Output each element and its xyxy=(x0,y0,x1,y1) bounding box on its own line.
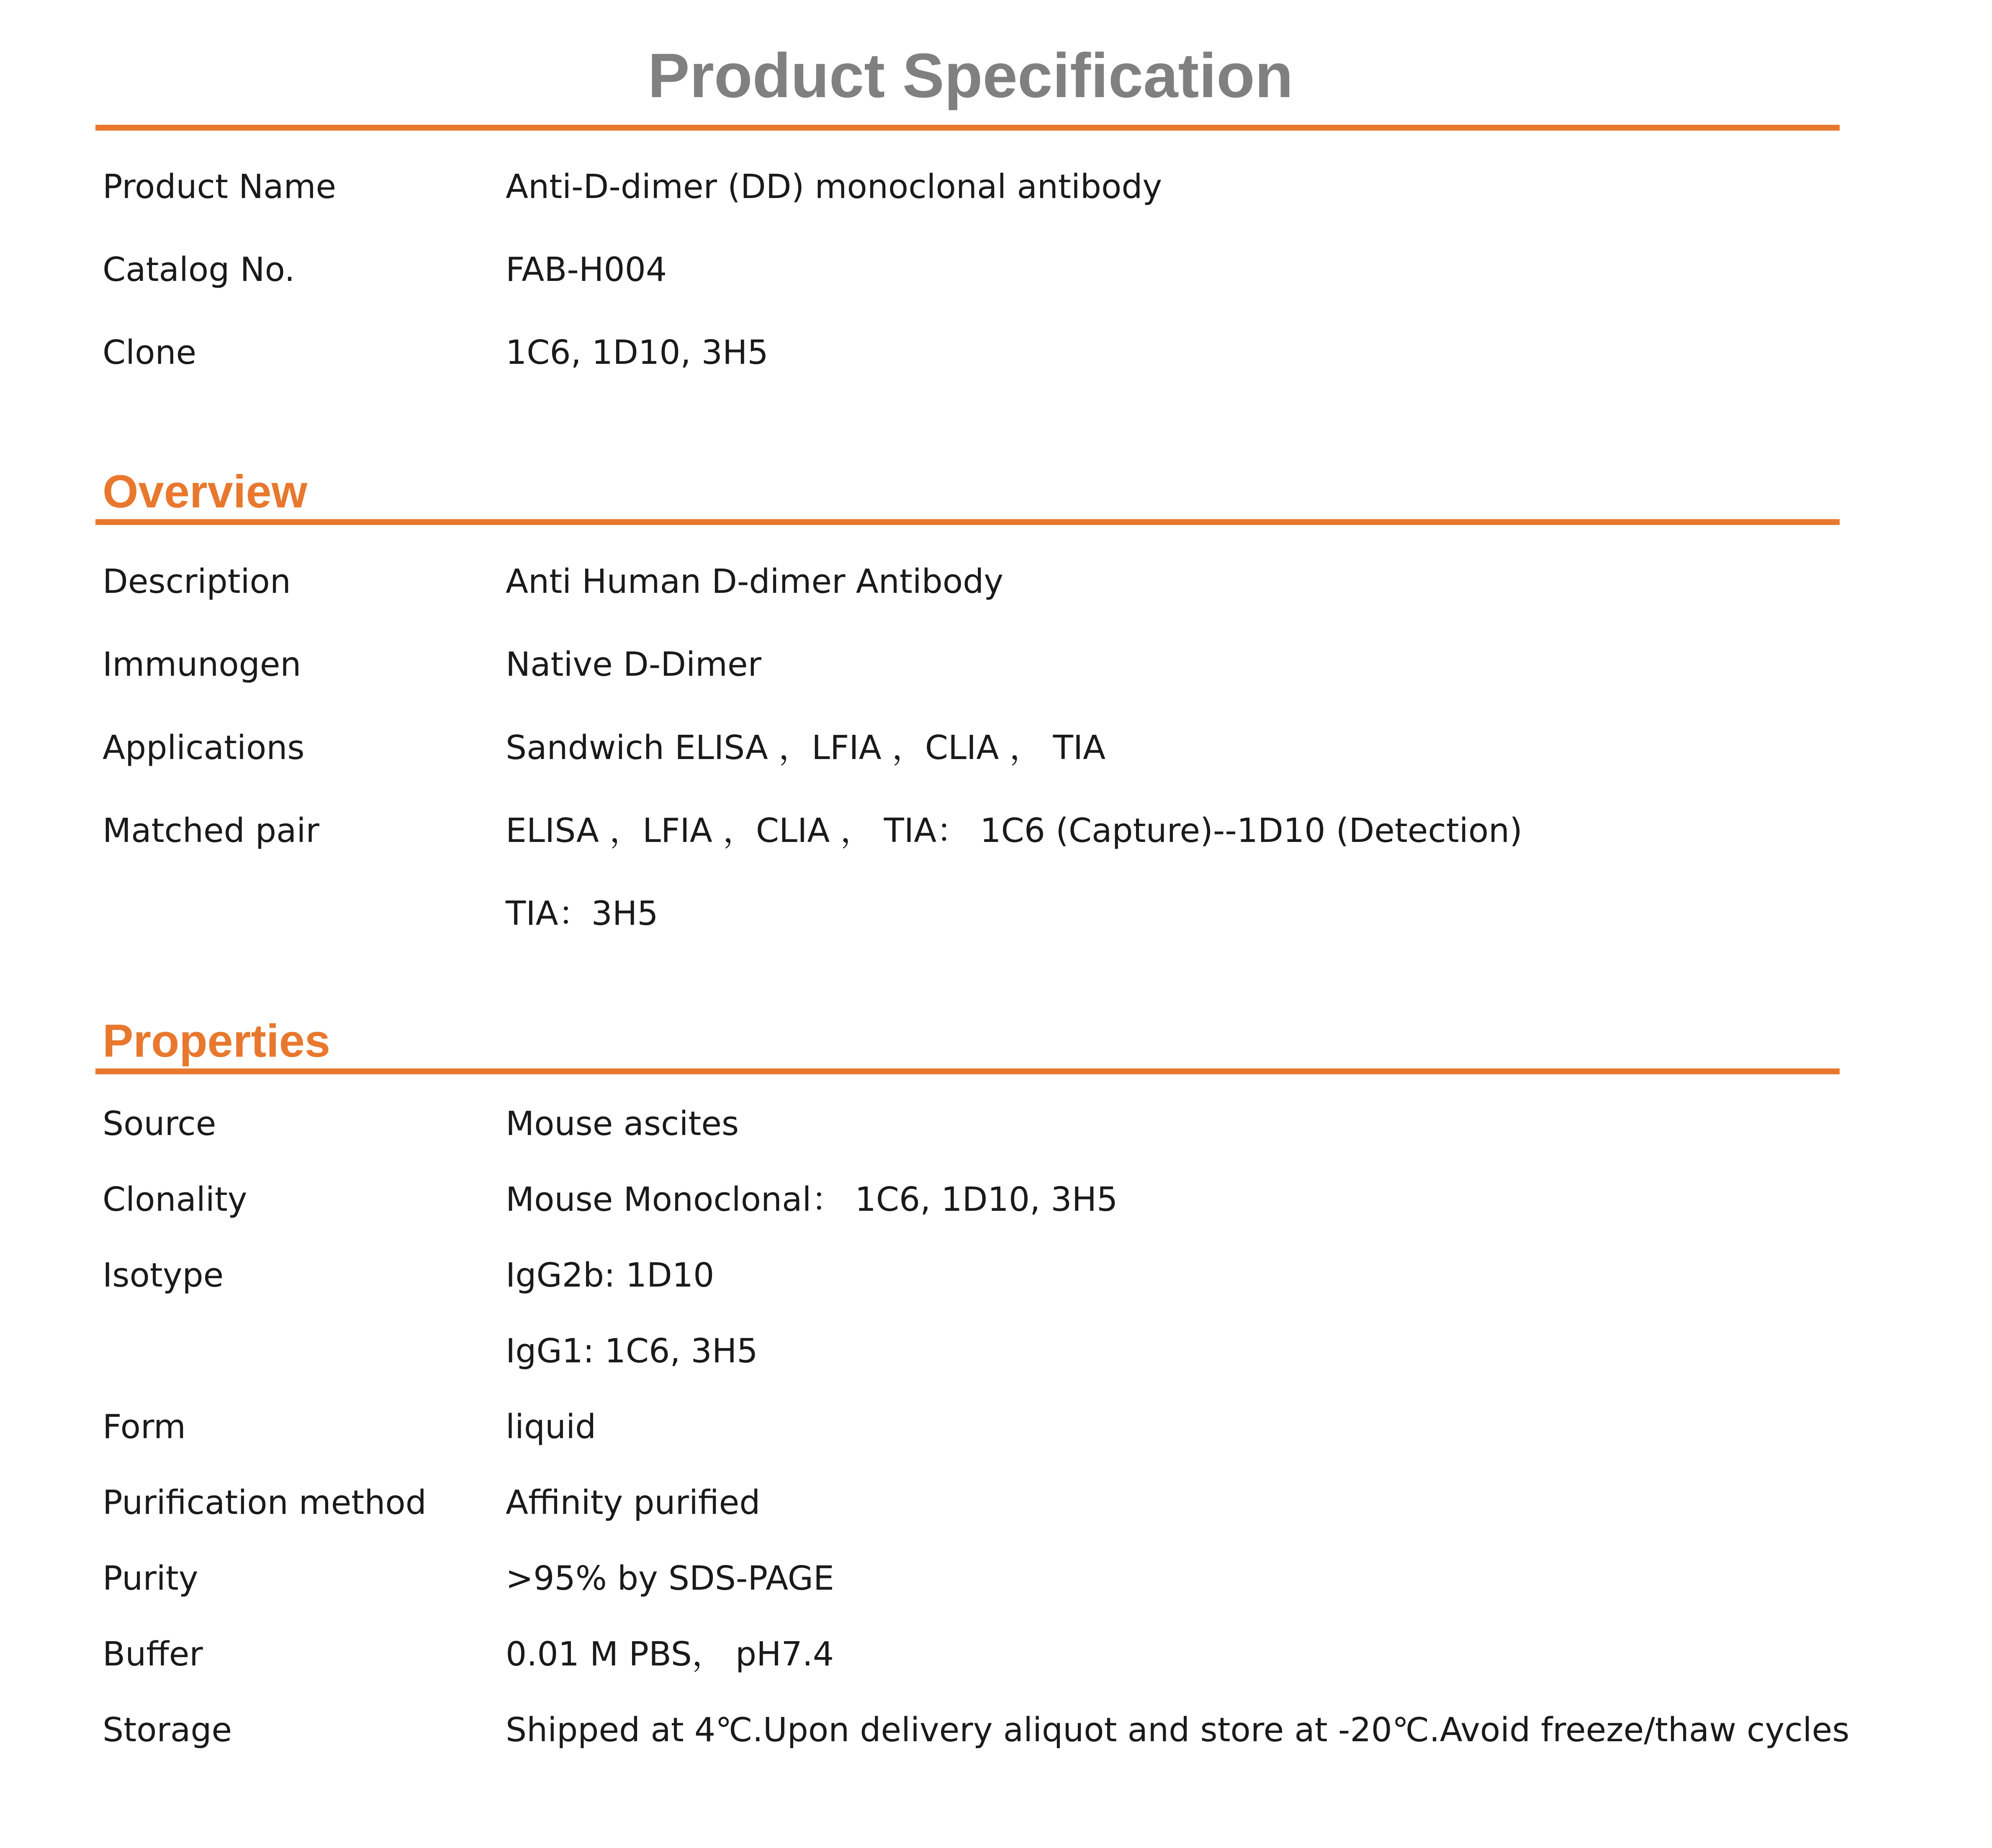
row-label-matched-pair: Matched pair xyxy=(103,811,319,850)
page-title: Product Specification xyxy=(648,40,1293,111)
row-value-description: Anti Human D-dimer Antibody xyxy=(506,562,1004,601)
section-heading-properties: Properties xyxy=(103,1015,331,1067)
row-label-clonality: Clonality xyxy=(103,1180,247,1219)
row-label-catalog-no: Catalog No. xyxy=(103,250,295,289)
row-value-purity: >95% by SDS-PAGE xyxy=(506,1559,834,1598)
row-value-purification-method: Affinity purified xyxy=(506,1483,761,1522)
row-label-isotype: Isotype xyxy=(103,1256,224,1295)
section-divider-overview xyxy=(95,519,1840,525)
row-label-form: Form xyxy=(103,1408,186,1446)
row-value-clone: 1C6, 1D10, 3H5 xyxy=(506,333,769,372)
row-label-purity: Purity xyxy=(103,1559,198,1598)
row-label-product-name: Product Name xyxy=(103,167,337,206)
row-label-source: Source xyxy=(103,1104,216,1143)
row-value-matched-pair: ELISA ，LFIA ，CLIA ， TIA： 1C6 (Capture)--1D10 (Detection) xyxy=(506,811,1523,850)
row-label-buffer: Buffer xyxy=(103,1635,203,1673)
section-divider-properties xyxy=(95,1068,1840,1074)
row-value-matched-pair-tia: TIA：3H5 xyxy=(506,894,658,933)
title-divider xyxy=(95,125,1840,131)
row-label-description: Description xyxy=(103,562,291,601)
row-value-product-name: Anti-D-dimer (DD) monoclonal antibody xyxy=(506,167,1162,206)
row-value-buffer: 0.01 M PBS， pH7.4 xyxy=(506,1635,834,1673)
row-value-storage: Shipped at 4℃.Upon delivery aliquot and store at -20℃.Avoid freeze/thaw cycles xyxy=(506,1711,1850,1749)
row-label-clone: Clone xyxy=(103,333,197,372)
section-heading-overview: Overview xyxy=(103,466,308,517)
row-label-applications: Applications xyxy=(103,728,305,767)
row-value-form: liquid xyxy=(506,1408,596,1446)
row-value-immunogen: Native D-Dimer xyxy=(506,645,762,684)
row-value-isotype-igg1: IgG1: 1C6, 3H5 xyxy=(506,1332,758,1370)
row-label-purification-method: Purification method xyxy=(103,1483,427,1522)
row-label-storage: Storage xyxy=(103,1711,232,1749)
row-value-isotype-igg2b: IgG2b: 1D10 xyxy=(506,1256,715,1295)
row-label-immunogen: Immunogen xyxy=(103,645,301,684)
row-value-applications: Sandwich ELISA ，LFIA ，CLIA ， TIA xyxy=(506,728,1106,767)
row-value-catalog-no: FAB-H004 xyxy=(506,250,667,289)
row-value-source: Mouse ascites xyxy=(506,1104,739,1143)
row-value-clonality: Mouse Monoclonal： 1C6, 1D10, 3H5 xyxy=(506,1180,1118,1219)
